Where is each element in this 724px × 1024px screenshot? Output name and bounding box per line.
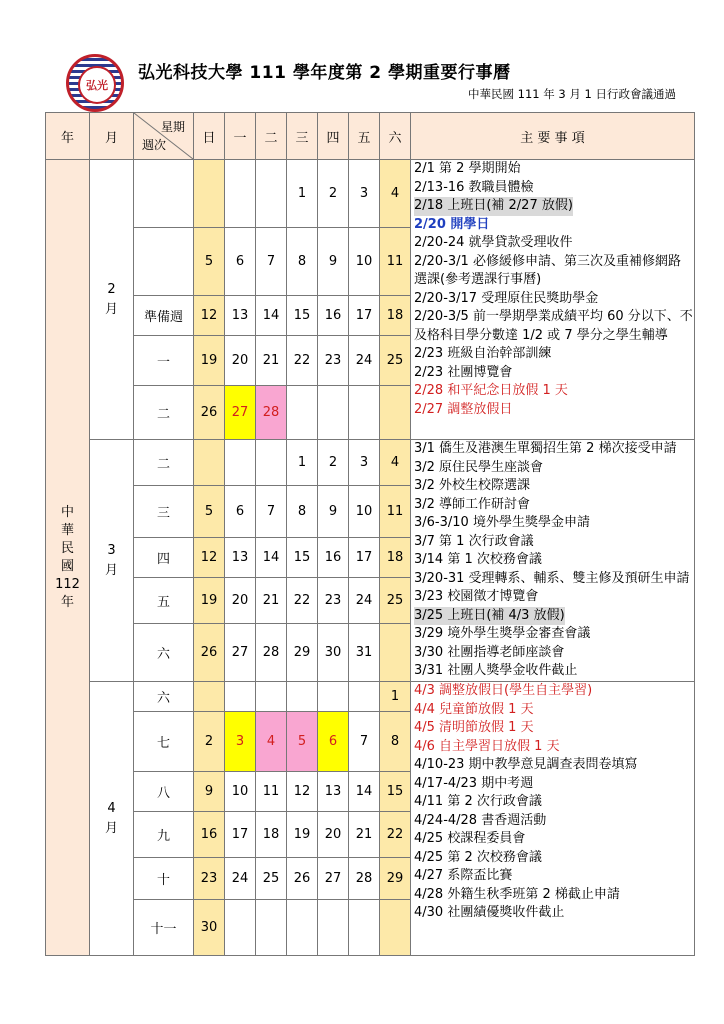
day-cell: 9 (194, 772, 225, 812)
day-cell: 29 (287, 624, 318, 682)
event-item (414, 886, 694, 905)
event-text: 3/30 社團指導老師座談會 (414, 644, 565, 660)
event-item (414, 830, 694, 849)
day-cell: 12 (194, 538, 225, 578)
day-cell: 5 (194, 228, 225, 296)
header-week-label: 週次 (142, 138, 167, 152)
day-cell: 7 (256, 486, 287, 538)
day-cell: 2 (318, 160, 349, 228)
day-cell: 22 (287, 578, 318, 624)
day-cell (225, 440, 256, 486)
event-text: 3/1 僑生及港澳生單獨招生第 2 梯次接受申請 (414, 441, 677, 456)
day-cell: 28 (256, 386, 287, 440)
event-item (414, 160, 694, 179)
day-cell: 1 (287, 440, 318, 486)
day-cell: 6 (225, 228, 256, 296)
day-cell: 4 (380, 440, 411, 486)
day-cell (318, 682, 349, 712)
day-cell: 15 (287, 538, 318, 578)
day-cell: 7 (349, 712, 380, 772)
day-cell: 2 (194, 712, 225, 772)
event-item (414, 812, 694, 831)
page-title: 弘光科技大學 111 學年度第 2 學期重要行事曆 (138, 63, 511, 83)
day-cell: 11 (380, 228, 411, 296)
month-label: 3 (107, 542, 116, 558)
day-cell: 9 (318, 486, 349, 538)
month-cell (90, 682, 134, 956)
day-cell (287, 900, 318, 956)
event-text: 3/7 第 1 次行政會議 (414, 533, 534, 549)
week-number-cell: 五 (134, 578, 194, 624)
event-text: 選課(參考選課行事曆) (414, 272, 542, 287)
week-number-cell: 四 (134, 538, 194, 578)
day-cell: 26 (194, 624, 225, 682)
event-text: 3/23 校園徵才博覽會 (414, 589, 539, 604)
day-cell: 2 (318, 440, 349, 486)
event-text: 2/28 和平紀念日放假 1 天 (414, 383, 568, 398)
event-item (414, 570, 694, 589)
day-cell: 26 (194, 386, 225, 440)
day-cell (256, 160, 287, 228)
event-item (414, 234, 694, 253)
event-item (414, 551, 694, 570)
event-text: 4/6 自主學習日放假 1 天 (414, 738, 560, 754)
event-text: 4/3 調整放假日(學生自主學習) (414, 683, 593, 698)
day-cell: 21 (349, 812, 380, 858)
day-cell: 5 (194, 486, 225, 538)
day-cell (318, 900, 349, 956)
day-cell: 21 (256, 578, 287, 624)
day-cell (256, 440, 287, 486)
day-cell (225, 900, 256, 956)
day-cell: 19 (194, 336, 225, 386)
year-label-char: 華 (60, 522, 74, 538)
day-cell: 11 (380, 486, 411, 538)
month-cell (90, 160, 134, 440)
event-item (414, 662, 694, 681)
day-cell: 3 (225, 712, 256, 772)
event-item (414, 364, 694, 383)
day-cell: 5 (287, 712, 318, 772)
day-cell (349, 682, 380, 712)
day-cell: 10 (225, 772, 256, 812)
day-cell: 15 (380, 772, 411, 812)
event-text: 2/20-3/17 受理原住民獎助學金 (414, 290, 599, 306)
logo-emblem: 弘光 (78, 66, 116, 104)
month-label: 月 (104, 562, 118, 578)
year-cell (46, 160, 90, 956)
event-text: 2/20 開學日 (414, 216, 490, 232)
event-text: 3/25 上班日(補 4/3 放假) (414, 607, 565, 626)
day-cell: 17 (349, 538, 380, 578)
event-item (414, 775, 694, 794)
day-cell: 16 (318, 538, 349, 578)
week-number-cell: 六 (134, 682, 194, 712)
event-text: 2/20-3/5 前一學期學業成績平均 60 分以下、不 (414, 309, 693, 324)
event-text: 4/27 系際盃比賽 (414, 868, 513, 883)
header-sun: 日 (194, 113, 225, 160)
week-number-cell: 十 (134, 858, 194, 900)
event-item (414, 459, 694, 478)
day-cell: 25 (256, 858, 287, 900)
day-cell (380, 900, 411, 956)
day-cell (256, 682, 287, 712)
week-number-cell: 一 (134, 336, 194, 386)
month-cell (90, 440, 134, 682)
day-cell: 21 (256, 336, 287, 386)
event-item (414, 607, 694, 626)
day-cell: 4 (256, 712, 287, 772)
day-cell: 15 (287, 296, 318, 336)
event-item (414, 514, 694, 533)
day-cell: 31 (349, 624, 380, 682)
day-cell (194, 682, 225, 712)
event-text: 2/20-24 就學貸款受理收件 (414, 235, 573, 250)
calendar-body (46, 160, 695, 956)
day-cell: 24 (349, 336, 380, 386)
event-text: 3/29 境外學生獎學金審查會議 (414, 626, 591, 641)
event-item (414, 701, 694, 720)
event-text: 3/31 社團人獎學金收件截止 (414, 663, 578, 678)
day-cell: 19 (194, 578, 225, 624)
event-text: 3/14 第 1 次校務會議 (414, 552, 542, 567)
event-item (414, 179, 694, 198)
day-cell: 4 (380, 160, 411, 228)
day-cell: 13 (318, 772, 349, 812)
event-item (414, 904, 694, 923)
event-text: 4/17-4/23 期中考週 (414, 775, 534, 791)
day-cell (225, 682, 256, 712)
event-text: 2/18 上班日(補 2/27 放假) (414, 197, 573, 216)
month-label: 月 (104, 820, 118, 836)
day-cell: 6 (318, 712, 349, 772)
event-item (414, 756, 694, 775)
event-item (414, 477, 694, 496)
day-cell: 1 (380, 682, 411, 712)
day-cell: 30 (318, 624, 349, 682)
week-number-cell: 七 (134, 712, 194, 772)
year-label-char: 112 (55, 576, 80, 592)
day-cell (349, 386, 380, 440)
week-number-cell: 八 (134, 772, 194, 812)
day-cell: 23 (318, 578, 349, 624)
day-cell: 11 (256, 772, 287, 812)
day-cell: 14 (256, 296, 287, 336)
header-wed: 三 (287, 113, 318, 160)
day-cell (349, 900, 380, 956)
event-item (414, 793, 694, 812)
header-year: 年 (46, 113, 90, 160)
day-cell: 28 (349, 858, 380, 900)
event-text: 4/24-4/28 書香週活動 (414, 812, 547, 828)
event-item (414, 216, 694, 235)
university-logo (66, 54, 124, 112)
day-cell: 18 (256, 812, 287, 858)
day-cell: 10 (349, 486, 380, 538)
day-cell: 24 (349, 578, 380, 624)
header-thu: 四 (318, 113, 349, 160)
day-cell: 10 (349, 228, 380, 296)
day-cell (380, 624, 411, 682)
day-cell: 22 (380, 812, 411, 858)
day-cell: 3 (349, 440, 380, 486)
event-item (414, 682, 694, 701)
week-number-cell: 十一 (134, 900, 194, 956)
day-cell: 25 (380, 578, 411, 624)
week-number-cell: 六 (134, 624, 194, 682)
week-number-cell (134, 228, 194, 296)
header-month: 月 (90, 113, 134, 160)
day-cell: 23 (318, 336, 349, 386)
event-item (414, 867, 694, 886)
year-label-char: 民 (60, 540, 74, 556)
day-cell: 23 (194, 858, 225, 900)
week-number-cell: 三 (134, 486, 194, 538)
event-item (414, 401, 694, 420)
day-cell: 9 (318, 228, 349, 296)
day-cell: 20 (225, 336, 256, 386)
header-row (46, 113, 695, 160)
event-item (414, 533, 694, 552)
day-cell: 13 (225, 538, 256, 578)
event-text: 及格科目學分數達 1/2 或 7 學分之學生輔導 (414, 327, 668, 343)
day-cell: 8 (287, 486, 318, 538)
event-item (414, 588, 694, 607)
year-label-char: 年 (60, 594, 74, 610)
month-label: 月 (104, 301, 118, 317)
event-item (414, 738, 694, 757)
day-cell: 27 (225, 386, 256, 440)
event-item (414, 382, 694, 401)
day-cell: 20 (225, 578, 256, 624)
event-text: 4/5 清明節放假 1 天 (414, 720, 534, 735)
events-cell-mar (411, 440, 695, 682)
day-cell: 3 (349, 160, 380, 228)
event-item (414, 849, 694, 868)
event-item (414, 345, 694, 364)
day-cell: 28 (256, 624, 287, 682)
event-text: 4/10-23 期中教學意見調查表問卷填寫 (414, 757, 638, 772)
event-item (414, 719, 694, 738)
event-item (414, 308, 694, 327)
day-cell (194, 440, 225, 486)
year-label-char: 中 (60, 504, 74, 520)
event-text: 2/27 調整放假日 (414, 401, 513, 417)
day-cell: 8 (380, 712, 411, 772)
event-item (414, 440, 694, 459)
event-item (414, 271, 694, 290)
day-cell: 14 (256, 538, 287, 578)
day-cell (287, 682, 318, 712)
header-tue: 二 (256, 113, 287, 160)
event-item (414, 197, 694, 216)
header-mon: 一 (225, 113, 256, 160)
month-label: 2 (107, 281, 116, 297)
header-weekday-week (134, 113, 194, 160)
calendar-table (45, 112, 695, 956)
event-text: 2/23 社團博覽會 (414, 364, 513, 380)
day-cell: 18 (380, 538, 411, 578)
event-item (414, 290, 694, 309)
week-number-cell: 準備週 (134, 296, 194, 336)
event-text: 2/23 班級自治幹部訓練 (414, 346, 552, 361)
day-cell: 20 (318, 812, 349, 858)
day-cell: 12 (194, 296, 225, 336)
event-text: 3/2 外校生校際選課 (414, 478, 531, 493)
day-cell: 16 (194, 812, 225, 858)
header-fri: 五 (349, 113, 380, 160)
day-cell: 22 (287, 336, 318, 386)
event-text: 3/6-3/10 境外學生獎學金申請 (414, 515, 590, 530)
day-cell: 27 (318, 858, 349, 900)
day-cell (225, 160, 256, 228)
day-cell: 16 (318, 296, 349, 336)
day-cell: 12 (287, 772, 318, 812)
event-text: 3/20-31 受理轉系、輔系、雙主修及預研生申請 (414, 570, 690, 586)
day-cell: 14 (349, 772, 380, 812)
day-cell: 13 (225, 296, 256, 336)
header-weekday-label: 星期 (160, 120, 185, 134)
event-text: 4/28 外籍生秋季班第 2 梯截止申請 (414, 886, 620, 902)
day-cell: 17 (225, 812, 256, 858)
week-number-cell: 九 (134, 812, 194, 858)
event-text: 2/20-3/1 必修緩修申請、第三次及重補修網路 (414, 253, 681, 269)
day-cell: 6 (225, 486, 256, 538)
week-row (46, 682, 695, 712)
day-cell: 27 (225, 624, 256, 682)
day-cell: 7 (256, 228, 287, 296)
approval-note: 中華民國 111 年 3 月 1 日行政會議通過 (467, 87, 676, 101)
event-text: 4/4 兒童節放假 1 天 (414, 701, 534, 717)
day-cell (256, 900, 287, 956)
day-cell: 1 (287, 160, 318, 228)
event-item (414, 253, 694, 272)
event-text: 4/30 社團績優獎收件截止 (414, 905, 565, 920)
week-row (46, 440, 695, 486)
event-item (414, 625, 694, 644)
event-text: 3/2 導師工作研討會 (414, 496, 531, 512)
week-number-cell: 二 (134, 440, 194, 486)
day-cell: 17 (349, 296, 380, 336)
header-sat: 六 (380, 113, 411, 160)
event-text: 4/25 第 2 次校務會議 (414, 849, 542, 865)
day-cell: 29 (380, 858, 411, 900)
day-cell: 25 (380, 336, 411, 386)
event-text: 4/11 第 2 次行政會議 (414, 794, 542, 809)
header-events: 主 要 事 項 (411, 113, 695, 160)
day-cell: 8 (287, 228, 318, 296)
event-item (414, 327, 694, 346)
event-text: 2/13-16 教職員體檢 (414, 179, 534, 195)
events-cell-feb (411, 160, 695, 440)
day-cell: 26 (287, 858, 318, 900)
event-text: 4/25 校課程委員會 (414, 831, 526, 846)
day-cell (287, 386, 318, 440)
day-cell (194, 160, 225, 228)
day-cell: 19 (287, 812, 318, 858)
event-text: 3/2 原住民學生座談會 (414, 459, 544, 475)
event-text: 2/1 第 2 學期開始 (414, 161, 521, 176)
day-cell: 30 (194, 900, 225, 956)
year-label-char: 國 (60, 558, 74, 574)
day-cell: 24 (225, 858, 256, 900)
day-cell: 18 (380, 296, 411, 336)
day-cell (318, 386, 349, 440)
week-row (46, 160, 695, 228)
events-cell-apr (411, 682, 695, 956)
month-label: 4 (107, 800, 116, 816)
week-number-cell (134, 160, 194, 228)
day-cell (380, 386, 411, 440)
event-item (414, 644, 694, 663)
event-item (414, 496, 694, 515)
week-number-cell: 二 (134, 386, 194, 440)
